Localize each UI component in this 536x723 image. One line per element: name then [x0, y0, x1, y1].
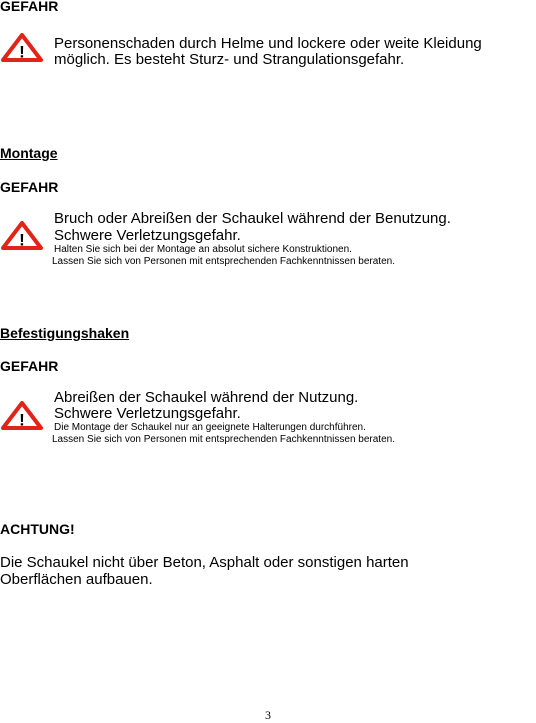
caution-text-line: Die Schaukel nicht über Beton, Asphalt oder sonstigen harten — [0, 554, 409, 571]
danger-text-line: möglich. Es besteht Sturz- und Strangulationsgefahr. — [54, 51, 405, 68]
danger-note-line: Die Montage der Schaukel nur an geeignete Halterungen durchführen. — [54, 422, 366, 433]
danger-text-line: Schwere Verletzungsgefahr. — [54, 405, 241, 422]
page-number: 3 — [265, 708, 271, 722]
section-title-montage: Montage — [0, 145, 58, 161]
danger-heading: GEFAHR — [0, 358, 59, 374]
section-title-befestigungshaken: Befestigungshaken — [0, 325, 130, 341]
danger-text-line: Personenschaden durch Helme und lockere oder weite Kleidung — [54, 35, 482, 52]
svg-text:!: ! — [19, 410, 25, 430]
danger-text-line: Schwere Verletzungsgefahr. — [54, 227, 241, 244]
warning-triangle-icon — [0, 32, 44, 62]
danger-heading: GEFAHR — [0, 179, 59, 195]
danger-text-line: Abreißen der Schaukel während der Nutzung. — [54, 389, 359, 406]
danger-text-line: Bruch oder Abreißen der Schaukel während der Benutzung. — [54, 210, 451, 227]
danger-note-line: Lassen Sie sich von Personen mit entsprechenden Fachkenntnissen beraten. — [52, 256, 395, 267]
svg-text:!: ! — [19, 230, 25, 250]
danger-note-line: Halten Sie sich bei der Montage an absolut sichere Konstruktionen. — [54, 244, 352, 255]
caution-text-line: Oberflächen aufbauen. — [0, 571, 153, 588]
danger-note-line: Lassen Sie sich von Personen mit entsprechenden Fachkenntnissen beraten. — [52, 434, 395, 445]
caution-heading: ACHTUNG! — [0, 521, 75, 537]
warning-triangle-icon — [0, 220, 44, 250]
danger-heading: GEFAHR — [0, 0, 59, 14]
svg-text:!: ! — [19, 42, 25, 62]
warning-triangle-icon — [0, 400, 44, 430]
